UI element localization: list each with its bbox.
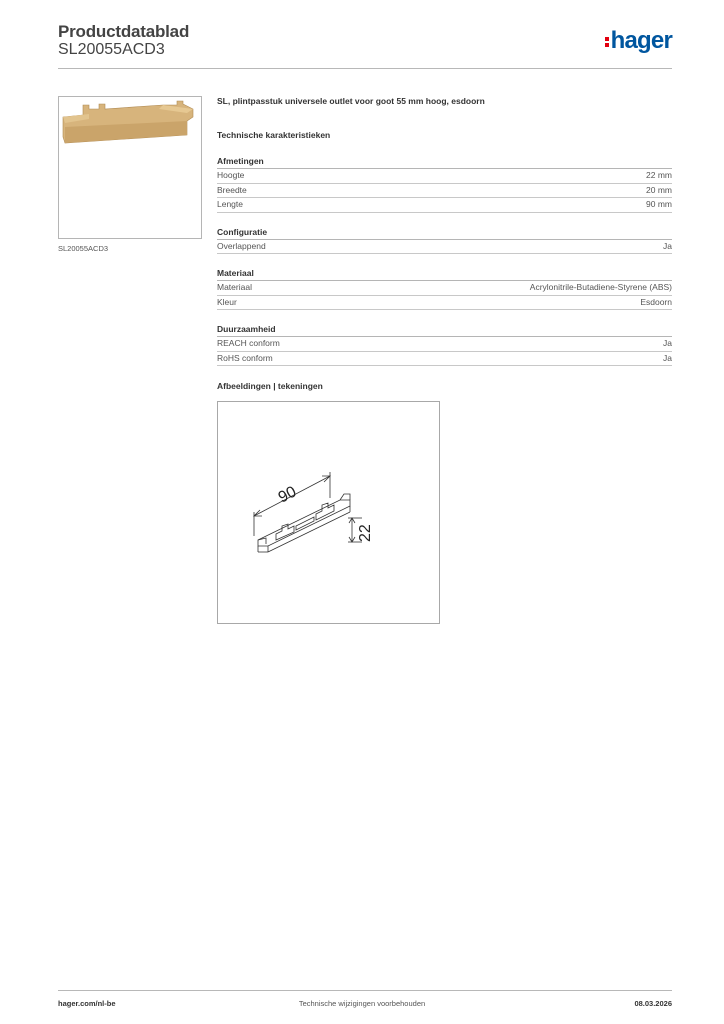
section-afmetingen: [217, 156, 672, 213]
technical-drawing: [217, 401, 440, 624]
spec-value: Ja: [663, 240, 672, 251]
product-code: SL20055ACD3: [58, 41, 165, 58]
spec-row: [217, 169, 672, 184]
logo-colon-icon: [605, 35, 609, 49]
spec-label: Breedte: [217, 184, 247, 195]
spec-row: [217, 337, 672, 352]
technical-drawing-graphic: [218, 402, 439, 623]
spec-value: 20 mm: [646, 184, 672, 195]
footer-divider: [58, 990, 672, 991]
spec-label: Kleur: [217, 296, 237, 307]
dimension-length-label: 90: [275, 483, 300, 507]
section-title: Configuratie: [217, 227, 672, 240]
section-title: Materiaal: [217, 268, 672, 281]
spec-label: RoHS conform: [217, 352, 273, 363]
spec-row: [217, 281, 672, 296]
spec-value: Ja: [663, 352, 672, 363]
spec-row: [217, 352, 672, 367]
header-divider: [58, 68, 672, 69]
section-configuratie: [217, 227, 672, 255]
spec-value: Ja: [663, 338, 672, 348]
page-title: Productdatablad: [58, 22, 190, 41]
spec-row: [217, 240, 672, 255]
product-description: SL, plintpasstuk universele outlet voor goot 55 mm hoog, esdoorn: [217, 96, 485, 106]
spec-value: 90 mm: [646, 199, 672, 209]
spec-row: [217, 296, 672, 311]
spec-value: Acrylonitrile-Butadiene-Styrene (ABS): [529, 282, 672, 292]
spec-value: Esdoorn: [640, 296, 672, 307]
footer-disclaimer: Technische wijzigingen voorbehouden: [298, 999, 426, 1008]
hager-logo[interactable]: [605, 29, 672, 53]
spec-label: REACH conform: [217, 338, 280, 348]
spec-label: Materiaal: [217, 282, 252, 292]
spec-label: Overlappend: [217, 240, 266, 251]
section-materiaal: [217, 268, 672, 310]
tech-heading: Technische karakteristieken: [217, 130, 331, 140]
product-photo: [58, 96, 202, 239]
product-photo-graphic: [59, 97, 201, 238]
spec-panel: [217, 96, 672, 380]
dimension-height-label: 22: [357, 524, 374, 542]
section-title: Duurzaamheid: [217, 324, 672, 337]
footer-website-link[interactable]: hager.com/nl-be: [58, 999, 116, 1008]
spec-label: Lengte: [217, 199, 243, 209]
spec-value: 22 mm: [646, 170, 672, 180]
spec-row: [217, 198, 672, 213]
photo-caption: SL20055ACD3: [58, 244, 109, 253]
section-duurzaamheid: [217, 324, 672, 366]
footer-date: 08.03.2026: [634, 999, 672, 1008]
spec-row: [217, 184, 672, 199]
logo-text: hager: [610, 27, 672, 54]
spec-label: Hoogte: [217, 170, 245, 180]
section-title: Afmetingen: [217, 156, 672, 169]
drawings-heading: Afbeeldingen | tekeningen: [217, 381, 323, 391]
